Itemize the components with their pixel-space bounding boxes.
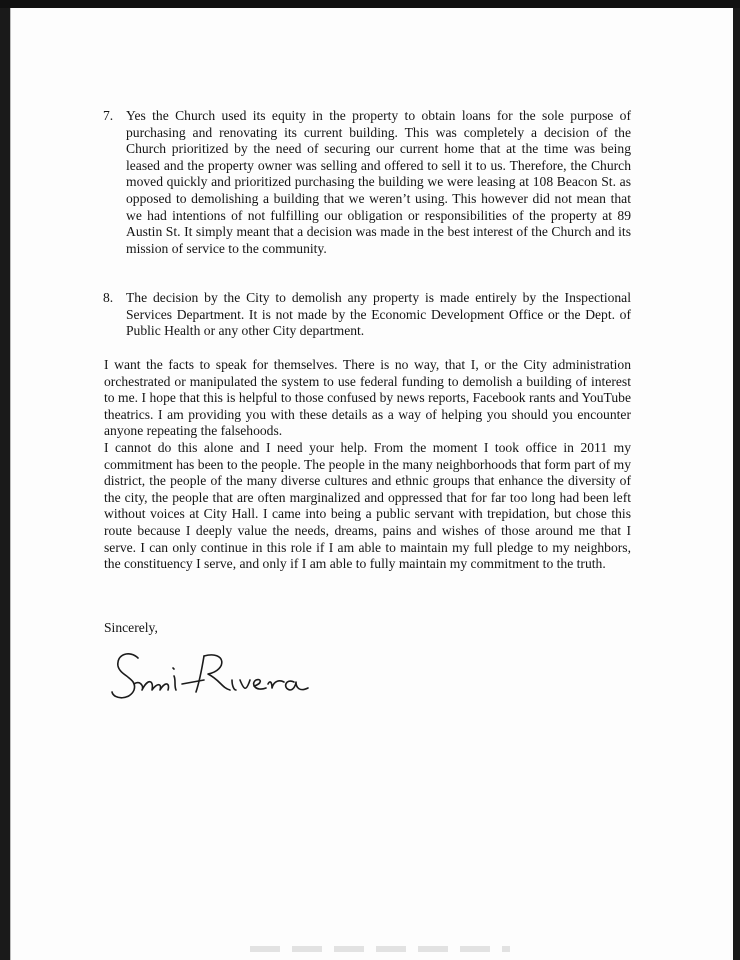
list-item-number: 8. <box>103 290 114 305</box>
closing-salutation: Sincerely, <box>104 620 158 635</box>
list-item-8 <box>103 290 631 340</box>
list-item-text: The decision by the City to demolish any property is made entirely by the Inspectional Services Department. It is not made by the Economic Development Office or the Dept. of Public Health or any other City department. <box>126 290 631 339</box>
footer-bleed-through <box>250 946 510 952</box>
paragraph-facts: I want the facts to speak for themselves. There is no way, that I, or the City administration orchestrated or manipulated the system to use federal funding to demolish a building of interest to me. I hope that this is helpful to those confused by news reports, Facebook rants and YouTube theatrics. I am providing you with these details as a way of helping you should you encounter anyone repeating the falsehoods. <box>104 357 631 439</box>
list-item-text: Yes the Church used its equity in the property to obtain loans for the sole purpose of purchasing and renovating its current building. This was completely a decision of the Church prioritized by the need of securing our current home that at the time was being leased and the property owner was selling and offered to sell it to us. Therefore, the Church moved quickly and prioritized purchasing the building we were leasing at 108 Beacon St. as opposed to demolishing a building that we weren’t using. This however did not mean that we had intentions of not fulfilling our obligation or responsibilities of the property at 89 Austin St. It simply meant that a decision was made in the best interest of the Church and its mission of service to the community. <box>126 108 631 256</box>
list-item-7 <box>103 108 631 257</box>
list-item-number: 7. <box>103 108 114 123</box>
top-edge <box>0 0 740 8</box>
signature <box>104 640 314 710</box>
paragraph-commitment: I cannot do this alone and I need your help. From the moment I took office in 2011 my commitment has been to the people. The people in the many neighborhoods that form part of my district, the people of the many diverse cultures and ethnic groups that enhance the diversity of the city, the people that are often marginalized and oppressed that for far too long had been left without voices at City Hall. I came into being a public servant with trepidation, but chose this route because I deeply value the needs, dreams, pains and wishes of those around me that I serve. I can only continue in this role if I am able to maintain my full pledge to my neighbors, the constituency I serve, and only if I am able to fully maintain my commitment to the truth. <box>104 440 631 572</box>
